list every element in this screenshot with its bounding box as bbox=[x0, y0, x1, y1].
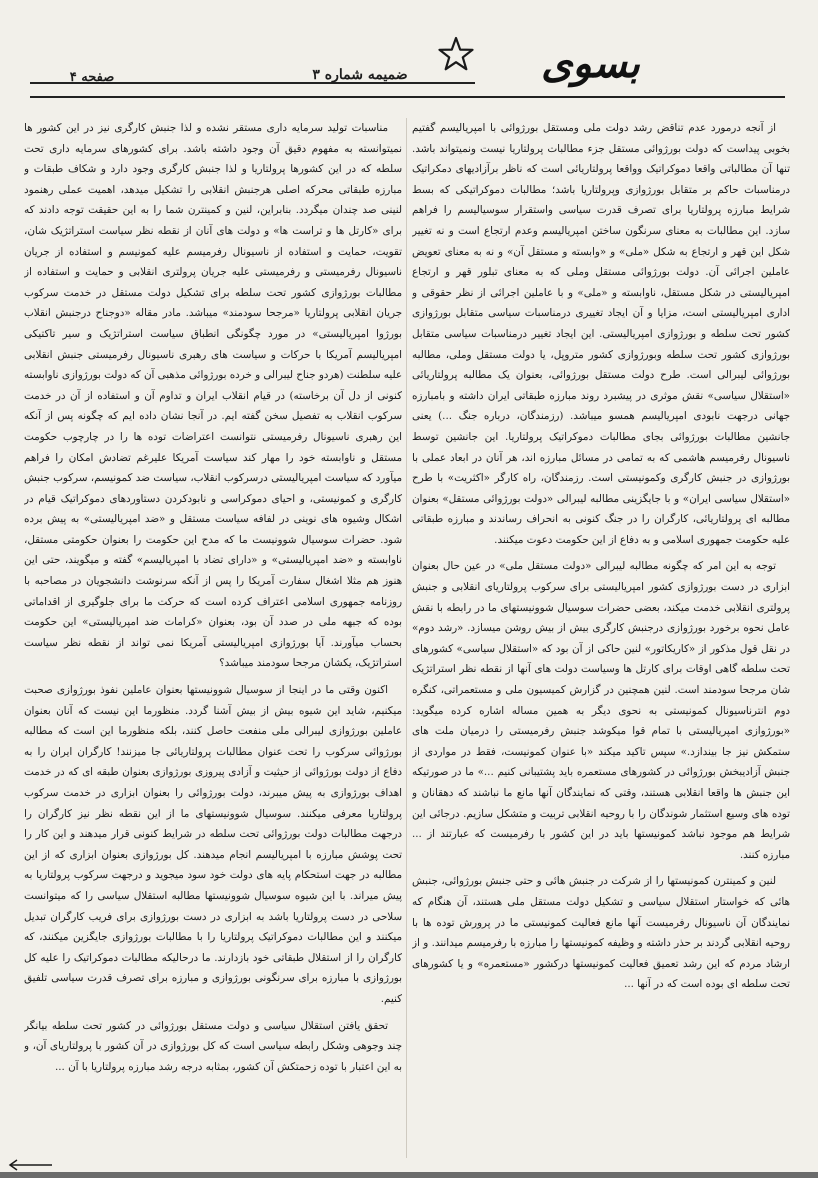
masthead bbox=[0, 30, 818, 100]
paragraph: مناسبات تولید سرمایه داری مستقر نشده و لذا جنبش کارگری نیز در این کشور ها نمیتوانسته به مفهوم دقیق آن وجود داشته باشد. برای کشورهای سرمایه داری تحت سلطه که در این کشورها پرولتاریا و لذا جنبش کارگری وجود دارد و شکاف طبقات و مبارزه طبقاتی محرکه اصلی هرجنبش انقلابی را تشکیل میدهد، اهمیت عملی رهنمود لنینی صد چندان میگردد. بنابراین، لنین و کمینترن شما را به این حقیقت توجه دادند که برای «کارتل ها و تراست ها» و دولت های آنان از نقطه نظر سیاست استراتژیک شان، تقویت، حمایت و استفاده از ناسیونال رفرمیسم علیه کمونیسم و استفاده از جریان ناسیونال رفرمیستی و رفرمیستی علیه جریان پرولتری انقلابی و حمایت و استفاده از مطالبات بورژوازی کشور تحت سلطه برای تشکیل دولت مستقل در خدمت سرکوب جریان انقلابی پرولتاریا «مرجحا سودمند» میباشد. مادر مقاله «دوجناح درجنبش انقلاب بورژوا امپریالیستی» در مورد چگونگی انطباق سیاست استراتژیک و سیر تاکتیکی امپریالیسم آمریکا با حرکات و سیاست های رهبری ناسیونال رفرمیستی جنبش انقلابی علیه سلطنت (هردو جناح لیبرالی و خرده بورژوائی مذهبی آن که دولت بورژوازی ناوابسته کنونی از دل آن برخاسته) در قیام انقلاب ایران و تداوم آن و استفاده از آن در خدمت سرکوب انقلاب به تفصیل سخن گفته ایم. در آنجا نشان داده ایم که چگونه پس از آنکه این رهبری ناسیونال رفرمیستی نتوانست اعتراضات توده ها را در چارچوب حکومت مستقل و ناوابسته خود را مهار کند سیاست آمریکا علیرغم تضادش امکان را فراهم میآورد که سیاست امپریالیستی درسرکوب انقلاب، سیاست ضد کمونیسم، سرکوب جنبش کارگری و کمونیستی، و احیای دموکراسی و نابودکردن دستاوردهای دموکراتیک قیام در اشکال وشیوه های نوینی در لفافه سیاست مستقل و «ضد امپریالیستی» به پیش برده شود. حضرات سوسیال شوونیست ما که مدح این حکومت را بعنوان حکومتی مستقل، ناوابسته و «ضد امپریالیستی» و «دارای تضاد با امپریالیسم» گفته و میگویند، حتی این هنوز هم مثلا اشغال سفارت آمریکا را پس از آنکه سرنوشت دانشجویان در مصاحبه با روزنامه جمهوری اسلامی اعتراف کرده است که حرکت ما برای جلوگیری از اقداماتی بوده که جبهه ملی در صدد آن بود، بعنوان «کرامات ضد امپریالیستی» این حکومت بحساب میآورند. آیا بورژوازی امپریالیستی آمریکا نمی تواند از نقطه نظر سیاست استراتژیک، یکشان مرجحا سودمند میباشد؟ bbox=[24, 122, 402, 670]
paragraph: از آنجه درمورد عدم تناقض رشد دولت ملی ومستقل بورژوائی با امپریالیسم گفتیم بخوبی پیداست که دولت بورژوائی مستقل جزء مطالبات پرولتاریا نیست ونمیتواند باشد. تنها آن مطالباتی واقعا دموکراتیک وواقعا پرولتاریائی است که ناظر برآزادیهای دمکراتیک درمناسبات حاکم بر متقابل بورژوازی وپرولتاریا باشد؛ مطالبات دموکراتیکی که بسط شرایط مبارزه پرولتاریا برای تصرف قدرت سیاسی واستقرار سوسیالیسم را فراهم سازد. این مطالبات به معنای سرنگون ساختن امپریالیسم وعدم ارتجاع است و نه تغییر شکل این قهر و ارتجاع به شکل «ملی» و «وابسته و مستقل آن» و نه به معنای تعویض عاملین اجرائی آن. دولت بورژوائی مستقل وملی که به معنای تبلور قهر و ارتجاع امپریالیستی در شکل مستقل، ناوابسته و «ملی» و با عاملین اجرائی از نظر حقوقی و اداری امپریالیستی است، مزایا و آن ایجاد تغییری درمناسبات سیاسی متقابل بورژوازی کشور تحت سلطه و بورژوازی امپریالیستی. این ایجاد تغییر درمناسبات سیاسی متقابل بورژوازی کشور تحت سلطه وبورژوازی کشور متروپل، یا دولت مستقل وملی، مطالبه بورژوائی لیبرالی است. طرح دولت مستقل بورژوائی، بعنوان یک مطالبه پرولتاریائی «استقلال سیاسی» نقش موثری در پیشبرد روند مبارزه طبقاتی ایران داشته و بامبارزه جهانی درجهت نابودی امپریالیسم همسو میباشد. (رزمندگان، درباره جنگ ...) یعنی جانشین مطالبات بورژوائی بجای مطالبات دموکراتیک پرولتاریا. این جانشین توسط ناسیونال رفرمیسم هاشمی که به تمامی در مسائل مبارزه اند، هر آنان در ابعاد عملی با بورژوازی در جنبش کارگری وکمونیستی است. رزمندگان، راه کارگر «اکثریت» با طرح «استقلال سیاسی ایران» و با جایگزینی مطالبه لیبرالی «دولت بورژوائی مستقل» بعنوان مطالبه ای پرولتاریائی، کارگران را در جنگ کنونی به انحراف رساندند و مبارزه طبقاتی علیه حکومت جمهوری اسلامی و به دفاع از این حکومت دعوت میکنند. bbox=[412, 122, 790, 546]
paragraph: تحقق یافتن استقلال سیاسی و دولت مستقل بورژوائی در کشور تحت سلطه بیانگر چند وجوهی وشکل رابطه سیاسی است که کل بورژوازی در آن کشور با پرولتاریای آن، و به این اعتبار با توده زحمتکش آن کشور، بمثابه درجه رشد مبارزه پرولتاریا با آن ... bbox=[24, 1019, 402, 1073]
left-arrow-icon bbox=[6, 1158, 54, 1172]
scan-border bbox=[0, 1172, 818, 1178]
five-point-star-icon bbox=[438, 36, 474, 72]
article-column-left bbox=[24, 118, 402, 1158]
publication-logo: بسوی bbox=[541, 41, 640, 87]
paragraph: اکنون وقتی ما در اینجا از سوسیال شوونیستها بعنوان عاملین نفوذ بورژوازی صحبت میکنیم، شاید این شیوه بیش از بیش آشنا گردد. منظورما این نیست که آنان بعنوان عاملین بورژوازی لیبرالی ملی منفعت حاصل کنند، بلکه منظورما این است که مطالبه بورژوائی سرکوب را تحت عنوان مطالبات پرولتاریائی جا میزنند! کارگران ایران را به دفاع از دولت بورژوائی از حیثیت و آزادی پیروزی بورژوازی بعنوان طبقه ای که در خدمت اهداف بورژوازی به پیش میبرند، دولت بورژوائی را بعنوان ابزاری در خدمت سرکوب پرولتاریا معرفی میکنند. سوسیال شوونیستهای ما از این نقطه نظر نیز کارگران را درجهت مطالبات دولت بورژوائی تحت سلطه در شرایط کنونی قرار میدهند و این کار را تحت پوشش مبارزه با امپریالیسم انجام میدهند. کل بورژوازی بعنوان ابزاری که از این مطالبه در جهت استحکام پایه های دولت خود سود میجوید و درجهت سرکوب پرولتاریا به پیش میراند. با این شیوه سوسیال شوونیستها مطالبه استقلال سیاسی را که میتوانست سلاحی در دست پرولتاریا باشد به ابزاری در دست بورژوازی برای فریب کارگران تبدیل میکنند و این مطالبات دموکراتیک پرولتاریا را با مطالبات بورژوازی جایگزین میکنند، که کارگران را از استقلال طبقاتی خود بازدارند. ما درحالیکه مطالبات دموکراتیک را علیه کل بورژوازی با مبارزه برای سرنگونی بورژوازی و مبارزه برای تصرف قدرت سیاسی تلفیق کنیم. bbox=[24, 684, 402, 1005]
issue-number: ضمیمه شماره ۳ bbox=[312, 67, 408, 83]
page-number: صفحه ۴ bbox=[69, 70, 115, 85]
paragraph: لنین و کمینترن کمونیستها را از شرکت در جنبش هائی و حتی جنبش بورژوائی، جنبش هائی که خواستار استقلال سیاسی و تشکیل دولت مستقل ملی هستند، آن هنگام که نمایندگان آن ناسیونال رفرمیست آنها مانع فعالیت کمونیستی ما در پرورش توده ها با روحیه انقلابی گردند بر حذر داشته و وظیفه کمونیستها را مبارزه با رفرمیسم میدانند. و از ارشاد مردم که این رشد تعمیق فعالیت کمونیستها درکشور «مستعمره» و یا کشورهای تحت سلطه ای بوده است که در آنها ... bbox=[412, 875, 790, 991]
paragraph: توجه به این امر که چگونه مطالبه لیبرالی «دولت مستقل ملی» در عین حال بعنوان ابزاری در دست بورژوازی کشور امپریالیستی برای سرکوب پرولتاریای انقلابی و جنبش پرولتری انقلابی خدمت میکند، بعضی حضرات سوسیال شوونیستهای ما در رابطه با نقش عامل نحوه برخورد بورژوازی درجنبش کارگری بیش از بیش روشن میسازد. «رشد دوم» در نقل قول مذکور از «کاریکاتور» لنین حاکی از آن بود که «استقلال سیاسی» کشورهای تحت سلطه گاهی اوقات برای کارتل ها وسیاست دولت های آنها از نقطه نظر استراتژیک شان مرجحا سودمند است. لنین همچنین در گزارش کمیسیون ملی و مستعمراتی، کنگره دوم انترناسیونال کمونیستی به نحوی دیگر به همین مساله اشاره کرده میگوید: «بورژوازی امپریالیستی با تمام قوا میکوشد جنبش رفرمیستی را درمیان ملت های ستمکش نیز جا بیندازد.» سپس تاکید میکند «با عنوان کمونیست، فقط در مواردی از جنبش آزادیبخش بورژوائی در کشورهای مستعمره باید پشتیبانی کنیم ...» ما در صورتیکه این جنبش ها واقعا انقلابی هستند، وقتی که نمایندگان آنها مانع ما نباشند که دهقانان و توده های وسیع استثمار شوندگان را با روحیه انقلابی تربیت و متشکل سازیم. درجائی این شرایط هم موجود نباشد کمونیستها باید در این کشور با رفرمیست که عبارتند از ... مبارزه کنند. bbox=[412, 560, 790, 861]
column-divider bbox=[406, 118, 407, 1158]
masthead-rule-bottom bbox=[30, 96, 785, 98]
article-column-right bbox=[412, 118, 790, 1158]
